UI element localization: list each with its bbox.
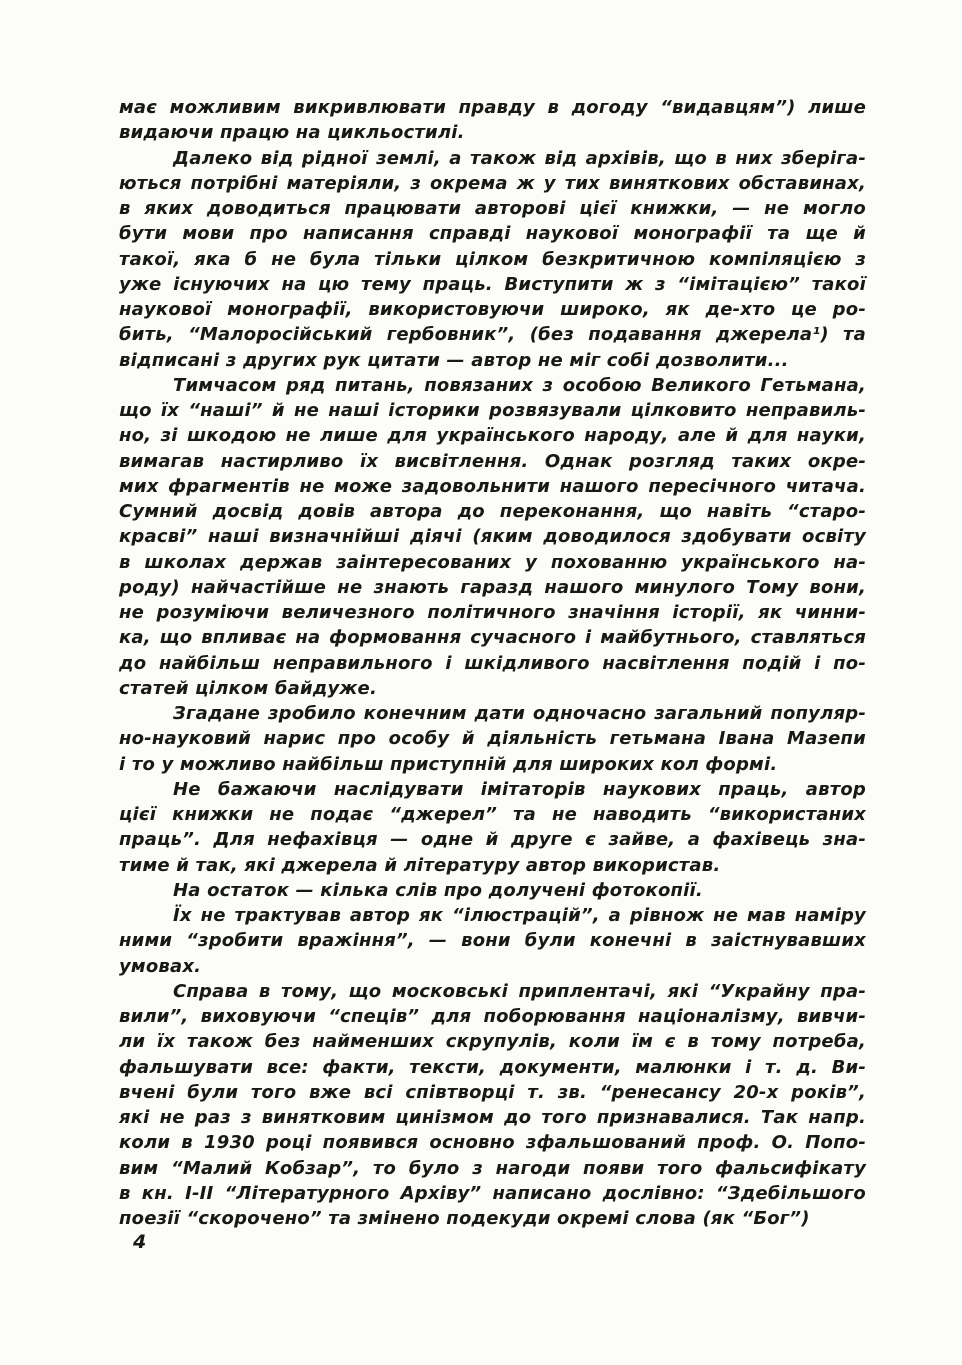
text-line: вчені були того вже всі співтворці т. зв. “ренесансу 20-х років”, — [119, 1081, 866, 1103]
text-line: фальшувати все: факти, тексти, документи, малюнки і т. д. Ви- — [119, 1056, 866, 1078]
text-line: умовах. — [119, 955, 202, 977]
text-line: роду) найчастійше не знають гаразд нашого минулого Тому вони, — [119, 576, 866, 598]
text-line: такої, яка б не була тільки цілком безкритичною компіляцією з — [119, 248, 866, 270]
text-line: бить, “Малоросійський гербовник”, (без подавання джерела¹) та — [119, 324, 866, 346]
text-line: видаючи працю на цикльостилі. — [119, 122, 465, 144]
text-line: в школах держав заінтересованих у похованню українського на- — [119, 551, 866, 573]
text-line: Справа в тому, що московські приплентачі, які “Украйну пра- — [173, 980, 866, 1002]
text-line: праць”. Для нефахівця — одне й друге є зайве, а фахівець зна- — [119, 829, 866, 851]
text-line: Сумний досвід довів автора до переконання, що навіть “старо- — [119, 501, 866, 522]
text-line: ними “зробити вражіння”, — вони були конечні в заістнувавших — [119, 930, 866, 952]
text-line: не розуміючи величезного політичного значіння історії, як чинни- — [119, 602, 866, 623]
text-line: які не раз з винятковим цинізмом до того признавалися. Так напр. — [119, 1107, 866, 1128]
text-line: ються потрібні матеріяли, з окрема ж у тих виняткових обставинах, — [119, 172, 866, 194]
text-line: ли їх також без найменших скрупулів, коли їм є в тому потреба, — [119, 1031, 866, 1053]
text-line: красві” наші визначнійші діячі (яким доводилося здобувати освіту — [119, 526, 866, 548]
text-line: вим “Малий Кобзар”, то було з нагоди появи того фальсифікату — [119, 1157, 866, 1179]
text-line: Не бажаючи наслідувати імітаторів наукових праць, автор — [173, 778, 866, 800]
text-line: бути мови про написання справді наукової монографії та ще й — [119, 223, 866, 245]
text-line: На остаток — кілька слів про долучені фотокопії. — [173, 879, 703, 901]
text-line: Їх не трактував автор як “ілюстрацій”, а рівнож не мав наміру — [173, 905, 866, 926]
text-line: вили”, виховуючи “спеців” для поборювання націоналізму, вивчи- — [119, 1006, 866, 1027]
text-line: в яких доводиться працювати авторові цієї книжки, — не могло — [119, 198, 866, 219]
text-line: коли в 1930 році появився основно зфальшований проф. О. Попо- — [119, 1132, 866, 1154]
text-line: цієї книжки не подає “джерел” та не наводить “використаних — [119, 804, 866, 825]
text-line: уже існуючих на цю тему праць. Виступити ж з “імітацією” такої — [119, 273, 866, 295]
body-text — [119, 95, 866, 1231]
text-line: Далеко від рідної землі, а також від архівів, що в них зберіга- — [173, 147, 866, 169]
text-line: но-науковий нарис про особу й діяльність гетьмана Івана Мазепи — [119, 728, 866, 750]
text-line: в кн. I-II “Літературного Архіву” написано дослівно: “Здебільшого — [119, 1182, 866, 1204]
text-line: но, зі шкодою не лише для українського народу, але й для науки, — [119, 425, 866, 447]
text-line: відписані з других рук цитати — автор не міг собі дозволити... — [119, 349, 789, 371]
text-line: і то у можливо найбільш приступній для широких кол формі. — [119, 753, 778, 775]
text-line: наукової монографії, використовуючи широко, як де-хто це ро- — [119, 299, 866, 320]
text-line: поезії “скорочено” та змінено подекуди окремі слова (як “Бог”) — [119, 1208, 810, 1229]
text-line: тиме й так, які джерела й літературу автор використав. — [119, 854, 721, 876]
text-line: що їх “наші” й не наші історики розвязували цілковито неправиль- — [119, 400, 866, 421]
text-line: має можливим викривлювати правду в догоду “видавцям”) лише — [119, 97, 866, 118]
text-line: Згадане зробило конечним дати одночасно загальний популяр- — [173, 703, 866, 724]
text-line: мих фрагментів не може задовольнити нашого пересічного читача. — [119, 475, 866, 497]
page-number: 4 — [133, 1231, 147, 1253]
text-line: Тимчасом ряд питань, повязаних з особою Великого Гетьмана, — [173, 374, 866, 396]
text-line: статей цілком байдуже. — [119, 677, 377, 699]
text-line: вимагав настирливо їх висвітлення. Однак розгляд таких окре- — [119, 450, 866, 472]
text-line: до найбільш неправильного і шкідливого насвітлення подій і по- — [119, 652, 866, 674]
text-line: ка, що впливає на формовання сучасного і майбутнього, ставляться — [119, 627, 866, 649]
